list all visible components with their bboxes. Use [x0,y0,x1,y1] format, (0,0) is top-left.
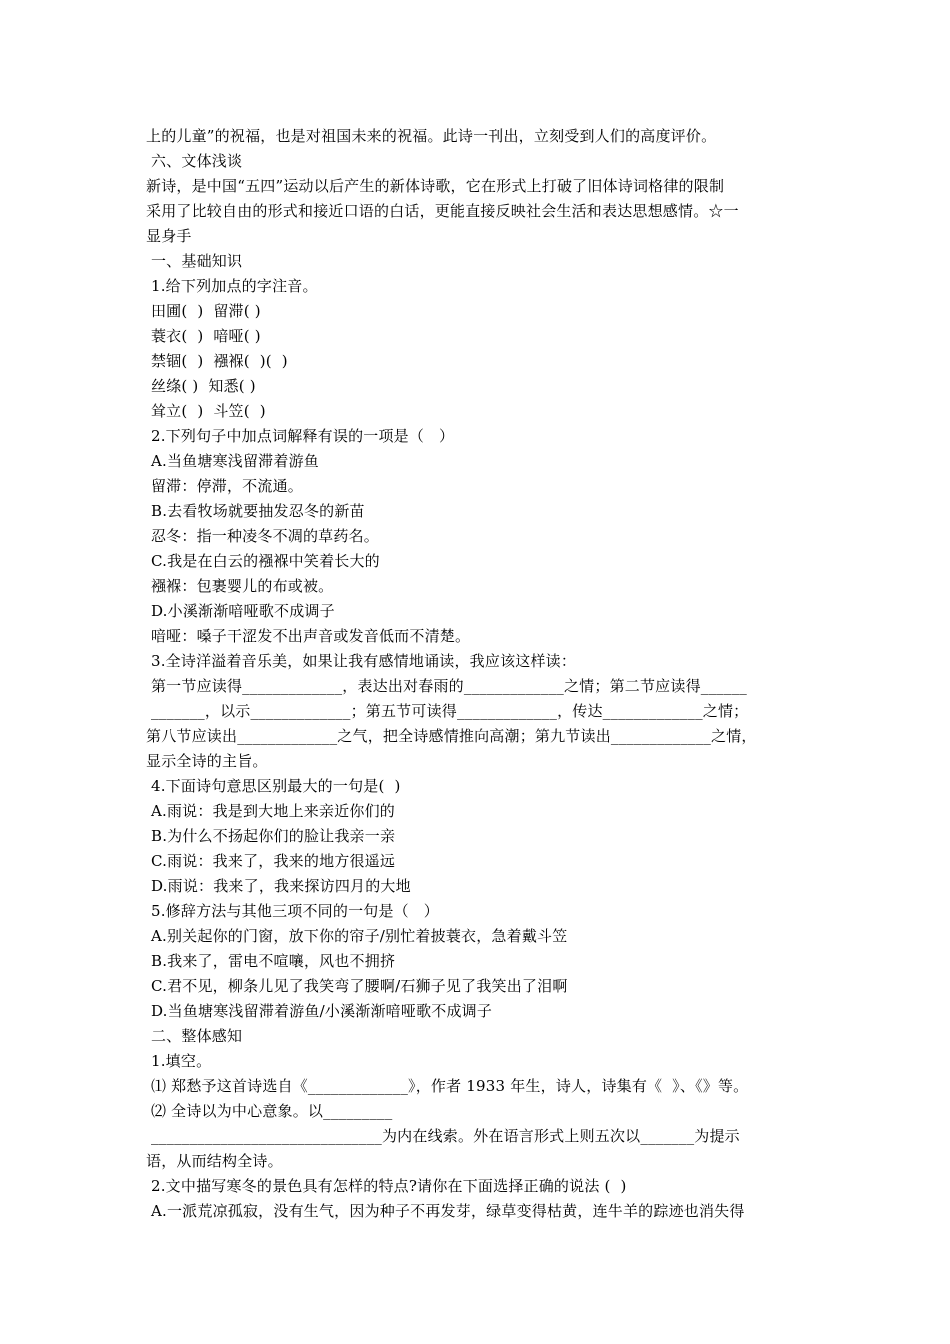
text-line: _______，以示_____________；第五节可读得_____________，传达_____________之情； [146,702,749,720]
text-line: 第八节应读出_____________之气，把全诗感情推向高潮；第九节读出_____________之情， [146,727,757,745]
option-line: B.我来了，雷电不喧嚷，风也不拥挤 [146,952,396,970]
text-line: 上的儿童”的祝福，也是对祖国未来的祝福。此诗一刊出，立刻受到人们的高度评价。 [146,127,717,145]
option-line: D.雨说：我来了，我来探访四月的大地 [146,877,411,895]
option-line: C.君不见，柳条儿见了我笑弯了腰啊/石狮子见了我笑出了泪啊 [146,977,568,995]
text-line: 襁褓：包裹婴儿的布或被。 [146,577,334,595]
text-line: 留滞：停滞，不流通。 [146,477,303,495]
question-line: 5.修辞方法与其他三项不同的一句是（ ） [146,902,439,920]
text-line: 第一节应读得_____________，表达出对春雨的_____________之情；第二节应读得______ [146,677,747,695]
text-line: 喑哑：嗓子干涩发不出声音或发音低而不清楚。 [146,627,471,645]
question-line: 1.填空。 [146,1052,212,1070]
option-line: B.去看牧场就要抽发忍冬的新苗 [146,502,365,520]
question-line: 3.全诗洋溢着音乐美，如果让我有感情地诵读，我应该这样读： [146,652,577,670]
question-line: 2.下列句子中加点词解释有误的一项是（ ） [146,427,455,445]
text-line: ⑵ 全诗以为中心意象。以_________ [146,1102,393,1120]
question-line: 4.下面诗句意思区别最大的一句是( ) [146,777,401,795]
option-line: D.小溪渐渐喑哑歌不成调子 [146,602,335,620]
section-heading: 一、基础知识 [146,252,243,270]
text-line: 忍冬：指一种凌冬不凋的草药名。 [146,527,379,545]
text-line: 采用了比较自由的形式和接近口语的白话，更能直接反映社会生活和表达思想感情。☆一 [146,202,739,220]
text-line: 田圃( ) 留滞( ) [146,302,261,320]
text-line: 显示全诗的主旨。 [146,752,268,770]
section-heading: 六、文体浅谈 [146,152,243,170]
option-line: C.雨说：我来了，我来的地方很遥远 [146,852,396,870]
text-line: 显身手 [146,227,192,245]
text-line: 新诗，是中国“五四”运动以后产生的新体诗歌，它在形式上打破了旧体诗词格律的限制 [146,177,725,195]
option-line: A.一派荒凉孤寂，没有生气，因为种子不再发芽，绿草变得枯黄，连牛羊的踪迹也消失得 [146,1202,745,1220]
text-line: 耸立( ) 斗笠( ) [146,402,266,420]
option-line: B.为什么不扬起你们的脸让我亲一亲 [146,827,396,845]
option-line: C.我是在白云的襁褓中笑着长大的 [146,552,380,570]
text-line: 蓑衣( ) 喑哑( ) [146,327,261,345]
question-line: 1.给下列加点的字注音。 [146,277,318,295]
text-line: 禁锢( ) 襁褓( )( ) [146,352,288,370]
text-line: ______________________________为内在线索。外在语言形式上则五次以_______为提示 [146,1127,740,1145]
option-line: D.当鱼塘寒浅留滞着游鱼/小溪渐渐喑哑歌不成调子 [146,1002,493,1020]
option-line: A.别关起你的门窗，放下你的帘子/别忙着披蓑衣，急着戴斗笠 [146,927,568,945]
question-line: 2.文中描写寒冬的景色具有怎样的特点?请你在下面选择正确的说法 ( ) [146,1177,627,1195]
section-heading: 二、整体感知 [146,1027,243,1045]
text-line: 丝绦( ) 知悉( ) [146,377,256,395]
text-line: ⑴ 郑愁予这首诗选自《_____________》，作者 1933 年生，诗人，诗集有《 》、《》等。 [146,1077,749,1095]
option-line: A.雨说：我是到大地上来亲近你们的 [146,802,395,820]
option-line: A.当鱼塘寒浅留滞着游鱼 [146,452,319,470]
text-line: 语，从而结构全诗。 [146,1152,283,1170]
